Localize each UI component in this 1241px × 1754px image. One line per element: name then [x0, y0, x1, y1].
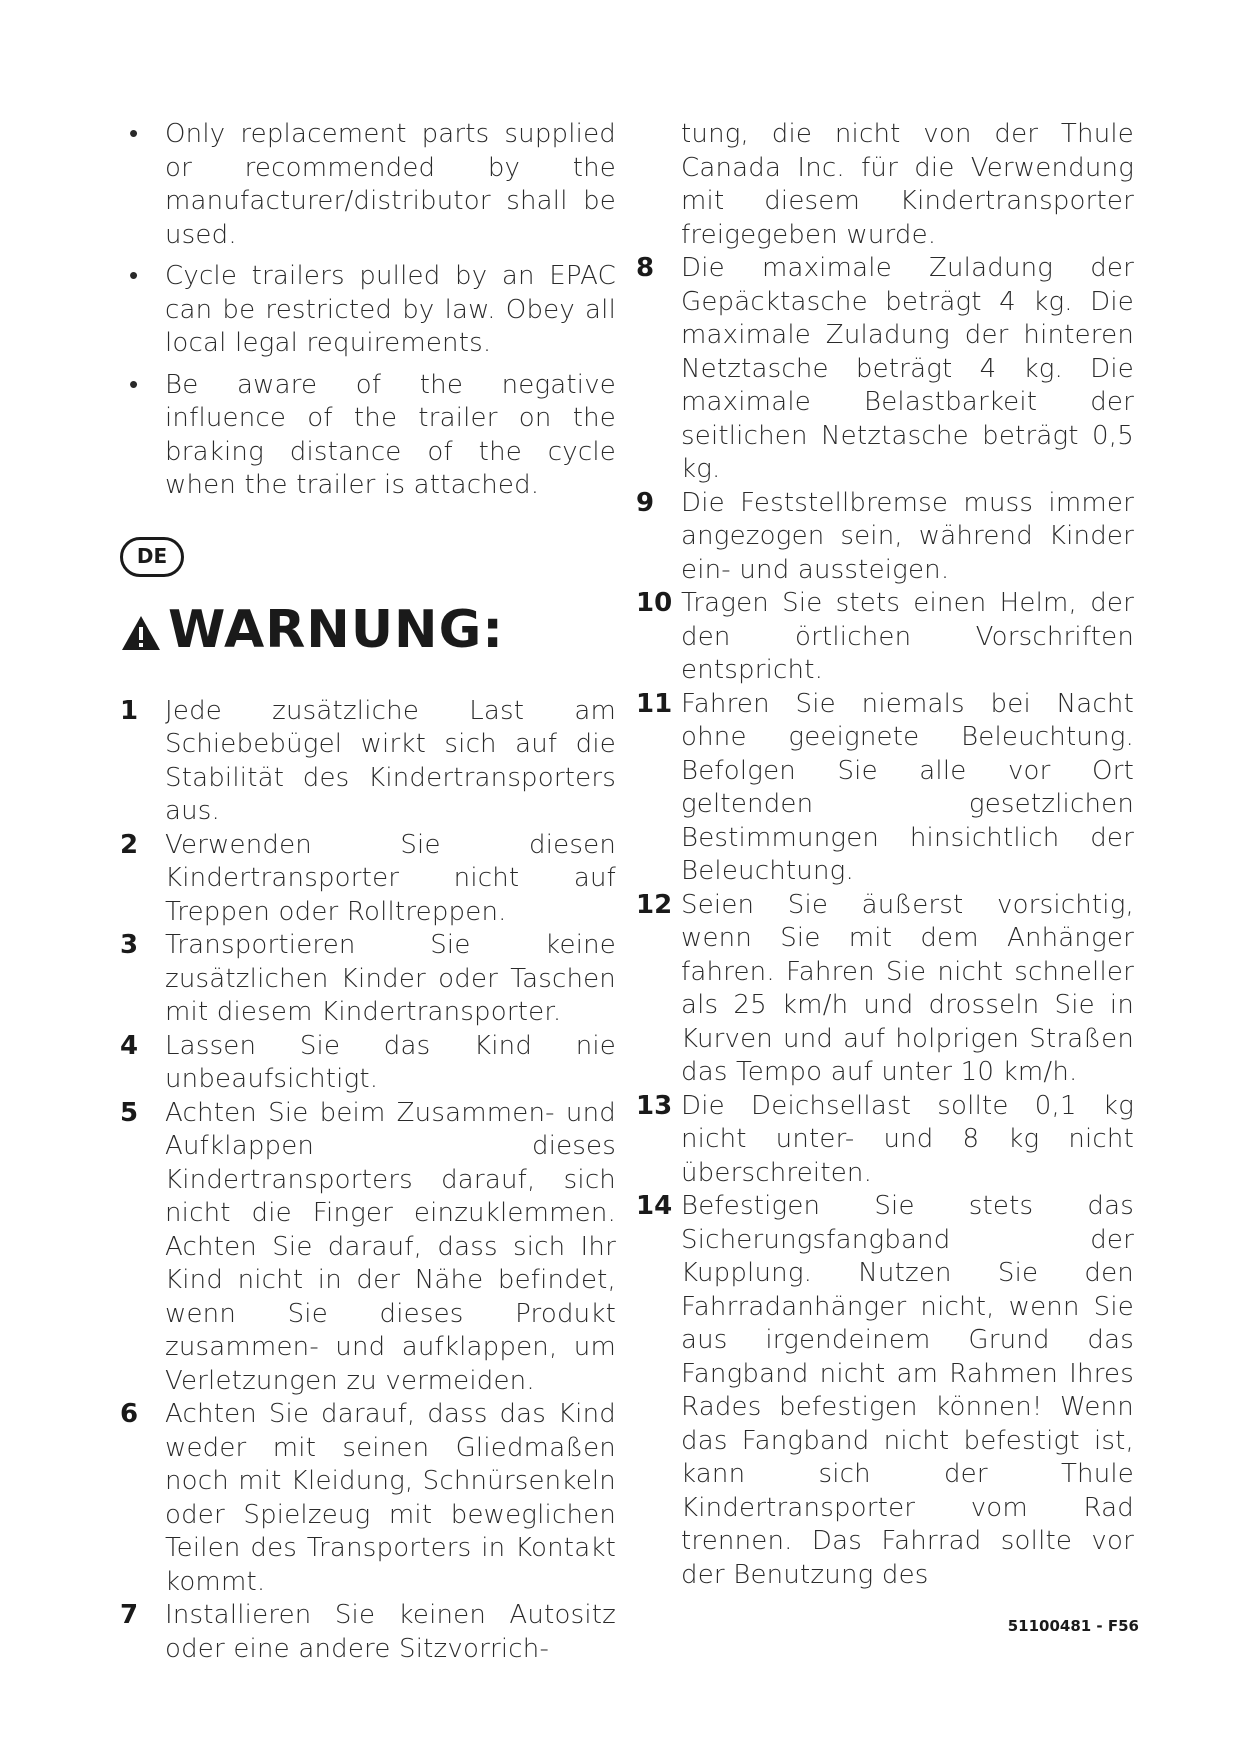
- item-text: Die maximale Zuladung der Gepäcktasche beträgt 4 kg. Die maximale Zuladung der hinteren Netztasche beträgt 4 kg. Die maximale Belastbarkeit der seitlichen Netztasche beträgt 0,5 kg.: [681, 253, 1134, 484]
- item-text: Die Deichsellast sollte 0,1 kg nicht unter- und 8 kg nicht überschreiten.: [681, 1090, 1134, 1188]
- english-bullet: • Only replacement parts supplied or recommended by the manufacturer/distributor shall be used.: [129, 119, 616, 250]
- bullet-dot: •: [129, 119, 139, 149]
- warning-title: WARNUNG:: [168, 599, 505, 660]
- item-number: 8: [636, 253, 655, 283]
- language-badge: DE: [120, 537, 184, 577]
- item-number: 14: [636, 1191, 673, 1221]
- warning-heading: [120, 599, 616, 661]
- page-code: 51100481 - F56: [1007, 1617, 1139, 1635]
- item-text: Befestigen Sie stets das Sicherungsfangband der Kupplung. Nutzen Sie den Fahrradanhänger nicht, wenn Sie aus irgendeinem Grund das Fangband nicht am Rahmen Ihres Rades befestigen können! Wenn das Fangband nicht befestigt ist, kann sich der Thule Kindertransporter vom Rad trennen. Das Fahrrad sollte vor der Benutzung des: [681, 1191, 1134, 1590]
- item-text: Achten Sie darauf, dass das Kind weder mit seinen Gliedmaßen noch mit Kleidung, Schnürsenkeln oder Spielzeug mit beweglichen Teilen des Transporters in Kontakt kommt.: [165, 1399, 616, 1597]
- warning-item: [636, 1190, 1134, 1592]
- item-number: 5: [120, 1097, 139, 1128]
- warning-item: [636, 1090, 1134, 1191]
- item-text: Die Feststellbremse muss immer angezogen sein, während Kinder ein- und aussteigen.: [681, 487, 1134, 585]
- item-text: tung, die nicht von der Thule Canada Inc. für die Verwendung mit diesem Kindertransporter freigegeben wurde.: [681, 119, 1134, 250]
- warning-triangle-icon: [120, 614, 162, 652]
- item-number: 10: [636, 588, 673, 618]
- item-number: 6: [120, 1399, 139, 1429]
- item-number: 7: [120, 1600, 139, 1630]
- left-column: [120, 118, 616, 1666]
- english-bullet: • Cycle trailers pulled by an EPAC can be restricted by law. Obey all local legal requirements.: [129, 261, 616, 358]
- warning-list-left: [120, 695, 616, 1667]
- warning-item: [120, 695, 616, 829]
- right-column: [636, 118, 1134, 1592]
- item-text: Verwenden Sie diesen Kindertransporter nicht auf Treppen oder Rolltreppen.: [165, 829, 616, 927]
- item-text: Seien Sie äußerst vorsichtig, wenn Sie mit dem Anhänger fahren. Fahren Sie nicht schneller als 25 km/h und drosseln Sie in Kurven und auf holprigen Straßen das Tempo auf unter 10 km/h.: [681, 889, 1134, 1087]
- item-text: Achten Sie beim Zusammen- und Aufklappen dieses Kindertransporters darauf, sich nicht die Finger einzuklemmen. Achten Sie darauf, dass sich Ihr Kind nicht in der Nähe befindet, wenn Sie dieses Produkt zusammen- und aufklappen, um Verletzungen zu vermeiden.: [165, 1097, 616, 1396]
- item-text: Transportieren Sie keine zusätzlichen Kinder oder Taschen mit diesem Kindertransporter.: [165, 930, 616, 1027]
- item-text: Lassen Sie das Kind nie unbeaufsichtigt.: [165, 1030, 616, 1094]
- warning-item: [636, 889, 1134, 1090]
- item-number: 13: [636, 1090, 673, 1121]
- warning-item: [120, 1398, 616, 1599]
- warning-item: [636, 688, 1134, 889]
- item-number: 4: [120, 1030, 139, 1061]
- warning-item: [120, 929, 616, 1030]
- bullet-dot: •: [129, 261, 139, 291]
- warning-item: [120, 1030, 616, 1097]
- warning-item-continuation: [636, 118, 1134, 252]
- warning-item: [636, 587, 1134, 688]
- english-bullet: • Be aware of the negative influence of the trailer on the braking distance of the cycle when the trailer is attached.: [129, 369, 616, 500]
- warning-item: [636, 487, 1134, 588]
- item-number: 12: [636, 889, 673, 920]
- item-number: 11: [636, 688, 673, 719]
- item-text: Jede zusätzliche Last am Schiebebügel wirkt sich auf die Stabilität des Kindertransporters aus.: [165, 695, 616, 826]
- bullet-dot: •: [129, 369, 139, 400]
- warning-item: [636, 252, 1134, 487]
- item-text: Tragen Sie stets einen Helm, der den örtlichen Vorschriften entspricht.: [681, 588, 1134, 685]
- item-number: 3: [120, 930, 139, 960]
- item-text: Installieren Sie keinen Autositz oder eine andere Sitzvorrich-: [165, 1600, 616, 1664]
- item-text: Fahren Sie niemals bei Nacht ohne geeignete Beleuchtung. Befolgen Sie alle vor Ort geltenden gesetzlichen Bestimmungen hinsichtlich der Beleuchtung.: [681, 688, 1134, 886]
- warning-item: [120, 1097, 616, 1399]
- item-number: 2: [120, 829, 139, 860]
- item-number: 1: [120, 695, 139, 726]
- language-badge-row: [120, 537, 616, 583]
- warning-item: [120, 829, 616, 930]
- item-number: 9: [636, 487, 655, 518]
- warning-item: [120, 1599, 616, 1666]
